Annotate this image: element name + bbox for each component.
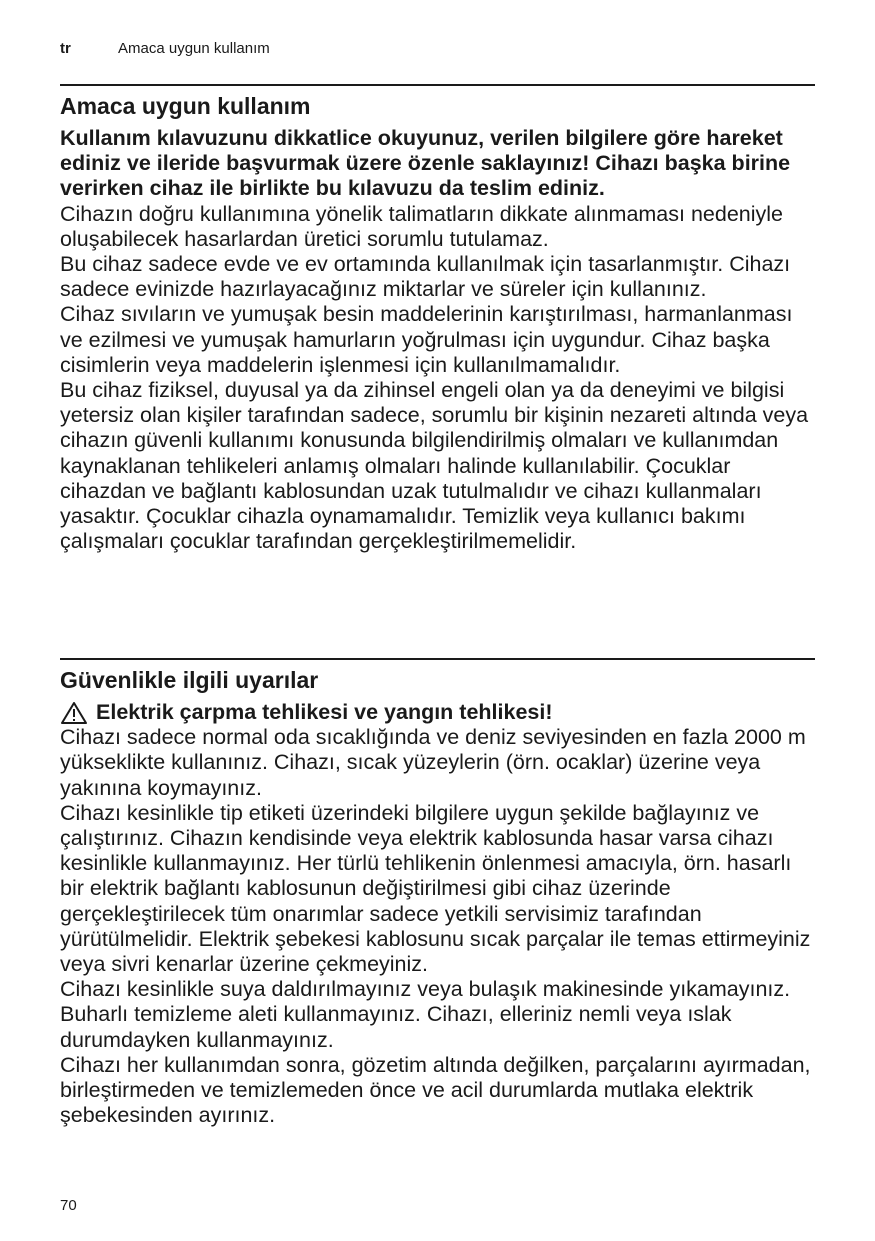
page-number: 70 xyxy=(60,1197,77,1214)
paragraph: Bu cihaz fiziksel, duyusal ya da zihinsel engeli olan ya da deneyimi ve bilgisi yetersiz olan kişiler tarafından sadece, sorumlu bir kişinin nezareti altında veya cihazın güvenli kullanımı konusunda bilgilendirilmiş olmaları ve kullanımdan kaynaklanan tehlikeleri anlamış olmaları halinde kullanılabilir. Çocuklar cihazdan ve bağlantı kablosundan uzak tutulmalıdır ve cihazı kullanmaları yasaktır. Çocuklar cihazla oynamamalıdır. Temizlik veya kullanıcı bakımı çalışmaları çocuklar tarafından gerçekleştirilmemelidir. xyxy=(60,378,809,554)
paragraph: Cihazın doğru kullanımına yönelik talimatların dikkate alınmaması nedeniyle oluşabilecek hasarlardan üretici sorumlu tutulamaz. xyxy=(60,201,784,251)
warning-title xyxy=(60,700,820,725)
paragraph: Cihazı kesinlikle suya daldırılmayınız veya bulaşık makinesinde yıkamayınız. Buharlı temizleme aleti kullanmayınız. Cihazı, elleriniz nemli veya ıslak durumdayken kullanmayınız. xyxy=(60,977,791,1052)
warning-title-text: Elektrik çarpma tehlikesi ve yangın tehlikesi! xyxy=(96,700,553,724)
section-heading: Amaca uygun kullanım xyxy=(60,93,311,119)
section-intended-use xyxy=(60,92,820,554)
language-code: tr xyxy=(60,40,71,57)
paragraph: Cihazı sadece normal oda sıcaklığında ve deniz seviyesinden en fazla 2000 m yükseklikte kullanınız. Cihazı, sıcak yüzeylerin (örn. ocaklar) üzerine veya yakınına koymayınız. xyxy=(60,725,806,800)
warning-triangle-icon xyxy=(60,701,88,725)
header-title: Amaca uygun kullanım xyxy=(118,40,270,57)
bold-instruction: Kullanım kılavuzunu dikkatlice okuyunuz, verilen bilgilere göre hareket ediniz ve ileride başvurmak üzere özenle saklayınız! Cihazı başka birine verirken cihaz ile birlikte bu kılavuzu da teslim ediniz. xyxy=(60,126,791,201)
section-divider xyxy=(60,658,815,660)
paragraph: Bu cihaz sadece evde ve ev ortamında kullanılmak için tasarlanmıştır. Cihazı sadece evinizde hazırlayacağınız miktarlar ve süreler için kullanınız. xyxy=(60,252,791,302)
paragraph: Cihaz sıvıların ve yumuşak besin maddelerinin karıştırılması, harmanlanması ve ezilmesi ve yumuşak hamurların yoğrulması için uygundur. Cihaz başka cisimlerin veya maddelerin işlenmesi için kullanılmamalıdır. xyxy=(60,302,793,377)
paragraph: Cihazı her kullanımdan sonra, gözetim altında değilken, parçalarını ayırmadan, birleştirmeden ve temizlemeden önce ve acil durumlarda mutlaka elektrik şebekesinden ayırınız. xyxy=(60,1052,811,1128)
section-safety-warnings xyxy=(60,666,820,1128)
page-header xyxy=(60,40,270,57)
top-divider xyxy=(60,84,815,86)
section-heading: Güvenlikle ilgili uyarılar xyxy=(60,667,319,693)
paragraph: Cihazı kesinlikle tip etiketi üzerindeki bilgilere uygun şekilde bağlayınız ve çalıştırınız. Cihazın kendisinde veya elektrik kablosunda hasar varsa cihazı kesinlikle kullanmayınız. Her türlü tehlikenin önlenmesi amacıyla, örn. hasarlı bir elektrik bağlantı kablosunun değiştirilmesi gibi cihaz üzerinde gerçekleştirilecek tüm onarımlar sadece yetkili servisimiz tarafından yürütülmelidir. Elektrik şebekesi kablosunu sıcak parçalar ile temas ettirmeyiniz veya sivri kenarlar üzerine çekmeyiniz. xyxy=(60,800,811,977)
